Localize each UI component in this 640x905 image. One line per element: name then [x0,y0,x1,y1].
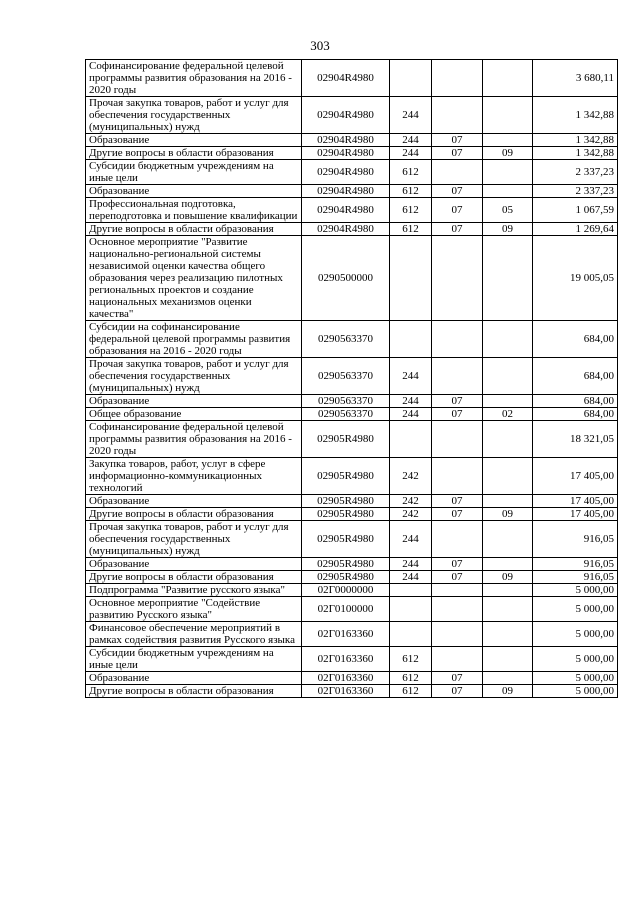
row-section: 07 [432,685,483,698]
table-row [86,97,618,134]
row-expense-type: 244 [390,571,432,584]
row-name: Другие вопросы в области образования [86,685,302,698]
row-target-code: 02Г0000000 [302,584,390,597]
row-name: Прочая закупка товаров, работ и услуг для обеспечения государственных (муниципальных) нужд [86,97,302,134]
row-name: Подпрограмма "Развитие русского языка" [86,584,302,597]
row-target-code: 02905R4980 [302,495,390,508]
row-target-code: 02Г0163360 [302,647,390,672]
row-target-code: 0290563370 [302,321,390,358]
row-amount: 18 321,05 [533,421,618,458]
row-amount: 916,05 [533,571,618,584]
table-row [86,358,618,395]
row-section: 07 [432,147,483,160]
row-amount: 1 342,88 [533,97,618,134]
row-amount: 916,05 [533,521,618,558]
row-subsection [483,160,533,185]
row-expense-type: 244 [390,521,432,558]
row-section: 07 [432,508,483,521]
row-section: 07 [432,223,483,236]
row-name: Другие вопросы в области образования [86,508,302,521]
row-amount: 5 000,00 [533,647,618,672]
row-section [432,421,483,458]
row-target-code: 02905R4980 [302,508,390,521]
row-amount: 1 067,59 [533,198,618,223]
row-target-code: 0290563370 [302,408,390,421]
row-amount: 684,00 [533,321,618,358]
row-amount: 3 680,11 [533,60,618,97]
row-expense-type [390,321,432,358]
table-row [86,458,618,495]
row-expense-type: 244 [390,395,432,408]
row-subsection: 02 [483,408,533,421]
row-name: Прочая закупка товаров, работ и услуг для обеспечения государственных (муниципальных) нужд [86,521,302,558]
row-amount: 1 342,88 [533,134,618,147]
row-name: Прочая закупка товаров, работ и услуг для обеспечения государственных (муниципальных) нужд [86,358,302,395]
table-row [86,236,618,321]
table-row [86,160,618,185]
row-section: 07 [432,495,483,508]
row-name: Образование [86,185,302,198]
row-subsection [483,495,533,508]
row-name: Финансовое обеспечение мероприятий в рамках содействия развития Русского языка [86,622,302,647]
row-target-code: 02Г0163360 [302,672,390,685]
row-section [432,622,483,647]
row-name: Другие вопросы в области образования [86,571,302,584]
row-section [432,321,483,358]
row-subsection: 05 [483,198,533,223]
table-row [86,622,618,647]
row-subsection [483,597,533,622]
row-section [432,584,483,597]
row-name: Софинансирование федеральной целевой программы развития образования на 2016 - 2020 годы [86,60,302,97]
table-row [86,223,618,236]
row-name: Субсидии бюджетным учреждениям на иные цели [86,647,302,672]
row-subsection [483,395,533,408]
row-section [432,60,483,97]
row-subsection [483,321,533,358]
row-target-code: 02904R4980 [302,198,390,223]
table-row [86,147,618,160]
row-target-code: 02904R4980 [302,185,390,198]
row-subsection: 09 [483,147,533,160]
row-target-code: 02905R4980 [302,571,390,584]
row-amount: 17 405,00 [533,458,618,495]
table-row [86,321,618,358]
row-amount: 1 342,88 [533,147,618,160]
row-target-code: 02904R4980 [302,223,390,236]
row-name: Субсидии бюджетным учреждениям на иные цели [86,160,302,185]
row-expense-type: 242 [390,458,432,495]
row-target-code: 02Г0163360 [302,622,390,647]
row-subsection [483,97,533,134]
row-name: Общее образование [86,408,302,421]
row-expense-type: 242 [390,495,432,508]
row-expense-type: 612 [390,672,432,685]
row-amount: 684,00 [533,358,618,395]
row-subsection [483,421,533,458]
row-amount: 17 405,00 [533,495,618,508]
row-target-code: 0290563370 [302,358,390,395]
table-row [86,521,618,558]
row-section [432,458,483,495]
table-row [86,558,618,571]
row-expense-type: 244 [390,97,432,134]
row-amount: 684,00 [533,395,618,408]
row-section [432,647,483,672]
row-name: Основное мероприятие "Развитие национально-региональной системы независимой оценки качества общего образования через реализацию пилотных региональных проектов и создание национальных механизмов оценки качества" [86,236,302,321]
row-name: Профессиональная подготовка, переподготовка и повышение квалификации [86,198,302,223]
budget-table [85,59,618,698]
row-expense-type: 242 [390,508,432,521]
row-subsection [483,647,533,672]
row-expense-type [390,60,432,97]
row-subsection [483,236,533,321]
row-section: 07 [432,558,483,571]
row-amount: 1 269,64 [533,223,618,236]
row-amount: 5 000,00 [533,672,618,685]
row-name: Образование [86,134,302,147]
row-section: 07 [432,672,483,685]
table-row [86,672,618,685]
row-target-code: 02905R4980 [302,521,390,558]
row-target-code: 02904R4980 [302,160,390,185]
row-section: 07 [432,198,483,223]
row-amount: 916,05 [533,558,618,571]
row-target-code: 0290500000 [302,236,390,321]
row-section: 07 [432,395,483,408]
row-subsection: 09 [483,685,533,698]
row-expense-type [390,622,432,647]
row-expense-type: 244 [390,558,432,571]
row-expense-type: 612 [390,685,432,698]
table-row [86,198,618,223]
table-row [86,134,618,147]
row-section [432,521,483,558]
row-subsection [483,672,533,685]
row-name: Образование [86,672,302,685]
row-subsection [483,558,533,571]
table-row [86,597,618,622]
row-subsection: 09 [483,571,533,584]
row-section [432,358,483,395]
row-name: Софинансирование федеральной целевой программы развития образования на 2016 - 2020 годы [86,421,302,458]
row-amount: 17 405,00 [533,508,618,521]
row-subsection: 09 [483,223,533,236]
budget-table-body [86,60,618,698]
row-subsection: 09 [483,508,533,521]
table-row [86,571,618,584]
row-expense-type: 244 [390,408,432,421]
table-row [86,395,618,408]
row-target-code: 02905R4980 [302,458,390,495]
row-section [432,597,483,622]
table-row [86,421,618,458]
table-row [86,495,618,508]
row-target-code: 02904R4980 [302,97,390,134]
row-name: Закупка товаров, работ, услуг в сфере информационно-коммуникационных технологий [86,458,302,495]
row-subsection [483,458,533,495]
row-subsection [483,185,533,198]
table-row [86,508,618,521]
row-section: 07 [432,408,483,421]
row-expense-type: 244 [390,134,432,147]
table-row [86,185,618,198]
row-amount: 5 000,00 [533,597,618,622]
row-amount: 684,00 [533,408,618,421]
row-target-code: 02Г0163360 [302,685,390,698]
row-section [432,160,483,185]
row-section: 07 [432,134,483,147]
table-row [86,60,618,97]
row-amount: 19 005,05 [533,236,618,321]
row-target-code: 02904R4980 [302,134,390,147]
row-target-code: 02905R4980 [302,421,390,458]
row-expense-type: 612 [390,647,432,672]
row-target-code: 02904R4980 [302,60,390,97]
table-row [86,685,618,698]
row-name: Основное мероприятие "Содействие развитию Русского языка" [86,597,302,622]
row-target-code: 02Г0100000 [302,597,390,622]
row-section: 07 [432,571,483,584]
row-expense-type [390,584,432,597]
row-expense-type: 244 [390,147,432,160]
row-amount: 2 337,23 [533,160,618,185]
row-expense-type [390,597,432,622]
row-name: Образование [86,395,302,408]
row-expense-type [390,236,432,321]
row-expense-type: 612 [390,160,432,185]
page-number: 303 [310,38,330,53]
row-expense-type: 612 [390,223,432,236]
row-name: Образование [86,558,302,571]
row-name: Образование [86,495,302,508]
row-section: 07 [432,185,483,198]
row-amount: 2 337,23 [533,185,618,198]
row-name: Другие вопросы в области образования [86,223,302,236]
row-subsection [483,584,533,597]
row-section [432,97,483,134]
row-subsection [483,622,533,647]
row-expense-type: 612 [390,198,432,223]
row-subsection [483,358,533,395]
row-name: Другие вопросы в области образования [86,147,302,160]
table-row [86,584,618,597]
row-subsection [483,521,533,558]
row-section [432,236,483,321]
row-subsection [483,60,533,97]
row-target-code: 02904R4980 [302,147,390,160]
row-expense-type: 244 [390,358,432,395]
row-target-code: 0290563370 [302,395,390,408]
row-name: Субсидии на софинансирование федеральной целевой программы развития образования на 2016 - 2020 годы [86,321,302,358]
row-expense-type: 612 [390,185,432,198]
row-amount: 5 000,00 [533,584,618,597]
row-target-code: 02905R4980 [302,558,390,571]
row-subsection [483,134,533,147]
row-amount: 5 000,00 [533,622,618,647]
table-row [86,647,618,672]
row-amount: 5 000,00 [533,685,618,698]
row-expense-type [390,421,432,458]
table-row [86,408,618,421]
